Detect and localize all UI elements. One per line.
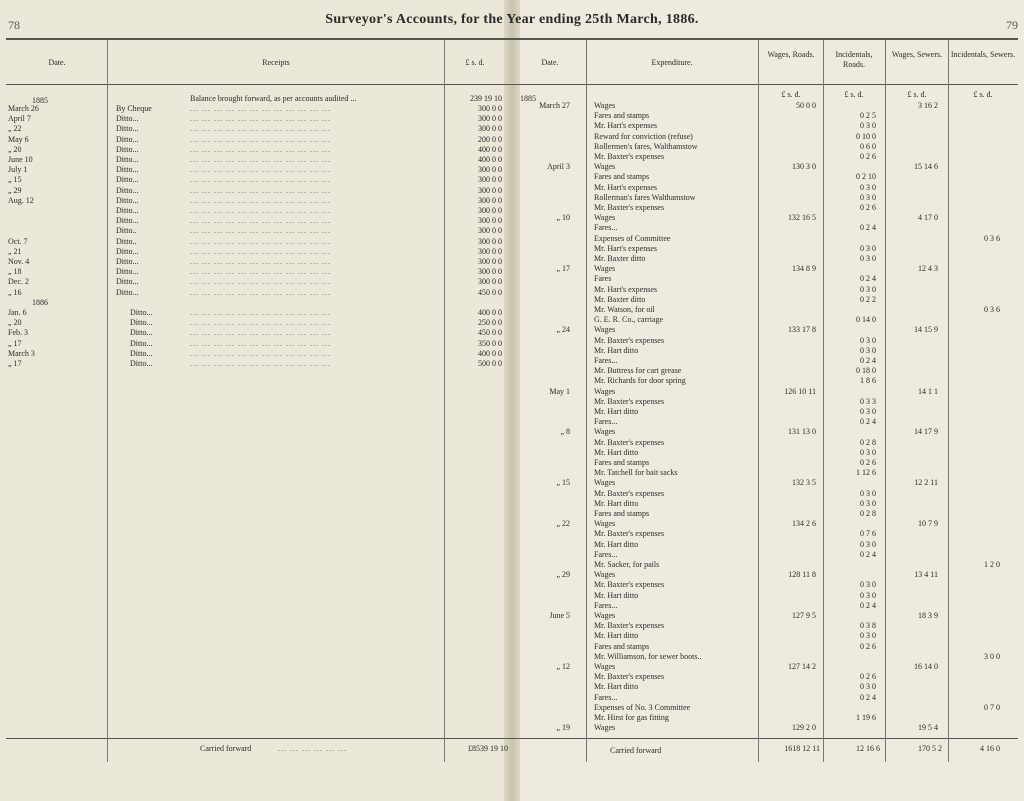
- receipt-description: Ditto...: [116, 114, 139, 123]
- receipt-amount: 250 0 0: [478, 318, 502, 327]
- leader-dots: ... ... ... ... ... ... ... ... ... ... ... ...: [190, 196, 331, 205]
- receipt-date: Dec. 2: [8, 277, 29, 286]
- expenditure-description: Wages: [594, 101, 616, 110]
- receipt-date: „ 15: [8, 175, 22, 184]
- receipt-date: July 1: [8, 165, 28, 174]
- receipt-date: March 26: [8, 104, 39, 113]
- expenditure-date: March 27: [539, 101, 570, 110]
- receipt-amount: 300 0 0: [478, 114, 502, 123]
- wages-sewers-amount: 16 14 0: [914, 662, 938, 671]
- leader-dots: ... ... ... ... ... ... ... ... ... ... ... ...: [190, 257, 331, 266]
- header-date: Date.: [48, 58, 66, 67]
- receipt-description: Ditto...: [116, 206, 139, 215]
- incidentals-roads-amount: 0 2 6: [860, 458, 876, 467]
- receipt-description: Ditto...: [130, 318, 153, 327]
- expenditure-date: „ 17: [556, 264, 570, 273]
- wages-sewers-amount: 4 17 0: [918, 213, 938, 222]
- receipt-amount: 300 0 0: [478, 247, 502, 256]
- expenditure-description: Expenses of No. 3 Committee: [594, 703, 691, 712]
- leader-dots: ... ... ... ... ... ... ... ... ... ... ... ...: [190, 135, 331, 144]
- receipt-amount: 300 0 0: [478, 277, 502, 286]
- receipt-description: Ditto...: [116, 257, 139, 266]
- receipt-amount: 400 0 0: [478, 145, 502, 154]
- leader-dots: ... ... ... ... ... ... ... ... ... ... ... ...: [190, 165, 331, 174]
- wages-sewers-amount: 10 7 9: [918, 519, 938, 528]
- page-title: Surveyor's Accounts, for the Year ending 25th March, 1886.: [325, 12, 699, 27]
- header-lsd: £ s. d.: [465, 58, 485, 67]
- incidentals-roads-amount: 0 2 8: [860, 509, 876, 518]
- incidentals-roads-amount: 0 2 4: [860, 693, 876, 702]
- expenditure-description: Fares and stamps: [594, 458, 650, 467]
- expenditure-description: Fares and stamps: [594, 111, 650, 120]
- expenditure-date: April 3: [547, 162, 570, 171]
- receipt-amount: 300 0 0: [478, 124, 502, 133]
- wages-sewers-amount: 13 4 11: [914, 570, 938, 579]
- leader-dots: ... ... ... ... ... ... ... ... ... ... ... ...: [190, 359, 331, 368]
- wages-roads-amount: 133 17 8: [788, 325, 816, 334]
- header-wages-sewers: Wages, Sewers.: [891, 50, 943, 59]
- incidentals-roads-amount: 0 3 0: [860, 631, 876, 640]
- receipt-amount: 300 0 0: [478, 257, 502, 266]
- expenditure-description: Mr. Richards for door spring: [594, 376, 686, 385]
- incidentals-roads-amount: 1 12 6: [856, 468, 876, 477]
- page-number-right: 79: [1006, 18, 1018, 32]
- wages-roads-amount: 131 13 0: [788, 427, 816, 436]
- wages-sewers-amount: 3 16 2: [918, 101, 938, 110]
- receipt-amount: 450 0 0: [478, 328, 502, 337]
- expenditure-description: Reward for conviction (refuse): [594, 132, 693, 141]
- expenditure-description: Mr. Hart ditto: [594, 448, 639, 457]
- expenditure-description: Mr. Hirst for gas fitting: [594, 713, 669, 722]
- wages-roads-amount: 128 11 8: [788, 570, 816, 579]
- incidentals-roads-amount: 0 3 0: [860, 121, 876, 130]
- wages-roads-amount: 126 10 11: [784, 387, 816, 396]
- expenditure-description: Mr. Hart ditto: [594, 346, 639, 355]
- receipt-date: „ 17: [8, 339, 22, 348]
- leader-dots: ... ... ... ... ... ... ... ... ... ... ... ...: [190, 114, 331, 123]
- receipt-amount: 300 0 0: [478, 165, 502, 174]
- wages-sewers-amount: 12 4 3: [918, 264, 938, 273]
- incidentals-roads-amount: 0 2 5: [860, 111, 876, 120]
- leader-dots: ... ... ... ... ... ... ... ... ... ... ... ...: [190, 155, 331, 164]
- receipt-date: Oct. 7: [8, 237, 28, 246]
- header-exp-date: Date.: [541, 58, 559, 67]
- incidentals-roads-amount: 0 10 0: [856, 132, 876, 141]
- header-incidentals-sewers: Incidentals, Sewers.: [950, 50, 1016, 59]
- expenditure-description: Mr. Hart ditto: [594, 682, 639, 691]
- receipt-amount: 300 0 0: [478, 104, 502, 113]
- expenditure-description: Wages: [594, 325, 616, 334]
- incidentals-roads-amount: 0 2 6: [860, 672, 876, 681]
- receipt-description: Ditto...: [116, 267, 139, 276]
- expenditure-description: Mr. Baxter's expenses: [594, 580, 665, 589]
- incidentals-sewers-amount: 1 2 0: [984, 560, 1000, 569]
- incidentals-roads-amount: 0 2 4: [860, 223, 876, 232]
- receipt-date: Jan. 6: [8, 308, 27, 317]
- expenditure-year: 1885: [520, 94, 536, 103]
- receipt-description: Ditto...: [116, 277, 139, 286]
- incidentals-roads-amount: 0 2 4: [860, 356, 876, 365]
- expenditure-description: Mr. Hart ditto: [594, 631, 639, 640]
- receipt-date: April 7: [8, 114, 31, 123]
- receipt-description: Ditto...: [116, 124, 139, 133]
- subheader-lsd: £ s. d.: [781, 90, 801, 99]
- receipt-description: Ditto...: [116, 288, 139, 297]
- expenditure-description: Mr. Hart ditto: [594, 540, 639, 549]
- receipts-year-1885: 1885: [32, 96, 48, 105]
- wages-sewers-amount: 12 2 11: [914, 478, 938, 487]
- header-receipts: Receipts: [262, 58, 290, 67]
- expenditure-description: Mr. Baxter's expenses: [594, 152, 665, 161]
- expenditure-description: Expenses of Committee: [594, 234, 671, 243]
- leader-dots: ... ... ... ... ... ... ... ... ... ... ... ...: [190, 349, 331, 358]
- incidentals-roads-amount: 0 3 0: [860, 183, 876, 192]
- incidentals-sewers-amount: 3 0 0: [984, 652, 1000, 661]
- receipt-description: Ditto...: [130, 339, 153, 348]
- receipt-amount: 400 0 0: [478, 155, 502, 164]
- receipt-description: Ditto...: [116, 135, 139, 144]
- wages-roads-amount: 132 16 5: [788, 213, 816, 222]
- expenditure-description: Wages: [594, 162, 616, 171]
- expenditure-date: „ 22: [556, 519, 570, 528]
- leader-dots: ... ... ... ... ... ... ... ... ... ... ... ...: [190, 288, 331, 297]
- subheader-lsd: £ s. d.: [907, 90, 927, 99]
- receipt-description: Ditto...: [130, 359, 153, 368]
- leader-dots: ... ... ... ... ... ... ... ... ... ... ... ...: [190, 267, 331, 276]
- expenditure-description: Wages: [594, 723, 616, 732]
- incidentals-roads-amount: 0 3 0: [860, 285, 876, 294]
- receipt-description: Ditto...: [116, 196, 139, 205]
- incidentals-roads-amount: 0 3 0: [860, 346, 876, 355]
- carried-incidentals-roads: 12 16 6: [856, 744, 880, 753]
- expenditure-description: Mr. Hart's expenses: [594, 285, 657, 294]
- incidentals-roads-amount: 0 2 4: [860, 417, 876, 426]
- receipt-date: „ 21: [8, 247, 22, 256]
- incidentals-roads-amount: 1 19 6: [856, 713, 876, 722]
- expenditure-description: Mr. Hart's expenses: [594, 244, 657, 253]
- wages-roads-amount: 132 3 5: [792, 478, 816, 487]
- receipts-year-1886: 1886: [32, 298, 48, 307]
- receipt-description: Ditto...: [130, 328, 153, 337]
- wages-roads-amount: 127 9 5: [792, 611, 816, 620]
- receipt-amount: 300 0 0: [478, 237, 502, 246]
- expenditure-description: Mr. Baxter ditto: [594, 254, 646, 263]
- expenditure-description: Mr. Baxter's expenses: [594, 621, 665, 630]
- expenditure-description: Mr. Hart's expenses: [594, 121, 657, 130]
- incidentals-roads-amount: 0 2 4: [860, 601, 876, 610]
- col-divider: [444, 40, 445, 762]
- receipt-description: Ditto...: [116, 216, 139, 225]
- receipt-date: „ 20: [8, 318, 22, 327]
- incidentals-roads-amount: 0 3 0: [860, 448, 876, 457]
- wages-roads-amount: 134 2 6: [792, 519, 816, 528]
- incidentals-roads-amount: 0 2 6: [860, 203, 876, 212]
- col-divider: [107, 40, 108, 762]
- wages-roads-amount: 130 3 0: [792, 162, 816, 171]
- receipt-description: Ditto...: [116, 175, 139, 184]
- receipt-amount: 300 0 0: [478, 267, 502, 276]
- expenditure-description: Fares...: [594, 693, 618, 702]
- expenditure-description: Fares and stamps: [594, 509, 650, 518]
- carried-wages-sewers: 170 5 2: [918, 744, 942, 753]
- expenditure-date: „ 29: [556, 570, 570, 579]
- expenditure-description: Mr. Watson, for oil: [594, 305, 655, 314]
- expenditure-description: Mr. Baxter's expenses: [594, 203, 665, 212]
- wages-roads-amount: 129 2 0: [792, 723, 816, 732]
- receipt-date: Nov. 4: [8, 257, 30, 266]
- expenditure-description: Fares...: [594, 601, 618, 610]
- receipt-amount: 300 0 0: [478, 186, 502, 195]
- receipt-amount: 300 0 0: [478, 216, 502, 225]
- col-divider: [885, 40, 886, 762]
- expenditure-description: Fares and stamps: [594, 172, 650, 181]
- subheader-lsd: £ s. d.: [973, 90, 993, 99]
- leader-dots: ... ... ... ... ... ... ... ... ... ... ... ...: [190, 277, 331, 286]
- receipt-date: „ 22: [8, 124, 22, 133]
- receipt-amount: 500 0 0: [478, 359, 502, 368]
- incidentals-roads-amount: 1 8 6: [860, 376, 876, 385]
- receipt-date: Feb. 3: [8, 328, 28, 337]
- header-incidentals-roads: Incidentals, Roads.: [835, 50, 873, 69]
- expenditure-description: Mr. Sacker, for pails: [594, 560, 660, 569]
- wages-roads-amount: 127 14 2: [788, 662, 816, 671]
- expenditure-description: Fares...: [594, 550, 618, 559]
- leader-dots: ... ... ... ... ... ... ... ... ... ... ... ...: [190, 308, 331, 317]
- incidentals-roads-amount: 0 18 0: [856, 366, 876, 375]
- expenditure-date: June 5: [549, 611, 570, 620]
- leader-dots: ... ... ... ... ... ... ... ... ... ... ... ...: [190, 145, 331, 154]
- expenditure-description: Mr. Hart ditto: [594, 591, 639, 600]
- wages-sewers-amount: 14 17 9: [914, 427, 938, 436]
- receipt-amount: 400 0 0: [478, 308, 502, 317]
- receipt-date: „ 16: [8, 288, 22, 297]
- expenditure-description: Mr. Baxter's expenses: [594, 529, 665, 538]
- expenditure-description: Wages: [594, 264, 616, 273]
- expenditure-description: Mr. Hart's expenses: [594, 183, 657, 192]
- leader-dots: ... ... ... ... ... ... ... ... ... ... ... ...: [190, 339, 331, 348]
- receipt-date: „ 17: [8, 359, 22, 368]
- balance-amount: 239 19 10: [470, 94, 502, 103]
- expenditure-date: „ 24: [556, 325, 570, 334]
- header-rule: [6, 84, 1018, 85]
- incidentals-roads-amount: 0 3 0: [860, 580, 876, 589]
- incidentals-roads-amount: 0 6 0: [860, 142, 876, 151]
- expenditure-description: Fares: [594, 274, 612, 283]
- incidentals-roads-amount: 0 3 0: [860, 499, 876, 508]
- expenditure-description: Wages: [594, 213, 616, 222]
- expenditure-description: Mr. Baxter's expenses: [594, 672, 665, 681]
- incidentals-roads-amount: 0 3 0: [860, 254, 876, 263]
- receipt-description: Ditto...: [116, 145, 139, 154]
- incidentals-roads-amount: 0 2 6: [860, 642, 876, 651]
- receipt-description: Ditto..: [116, 226, 137, 235]
- leader-dots: ... ... ... ... ... ... ... ... ... ... ... ...: [190, 328, 331, 337]
- receipt-amount: 300 0 0: [478, 175, 502, 184]
- expenditure-description: Mr. Baxter's expenses: [594, 336, 665, 345]
- expenditure-date: „ 12: [556, 662, 570, 671]
- expenditure-description: Mr. Williamson, for sewer boots..: [594, 652, 702, 661]
- leader-dots: ... ... ... ... ... ... ... ... ... ... ... ...: [190, 175, 331, 184]
- expenditure-date: „ 8: [560, 427, 570, 436]
- col-divider: [758, 40, 759, 762]
- expenditure-description: Wages: [594, 570, 616, 579]
- expenditure-description: Fares...: [594, 223, 618, 232]
- leader-dots: ... ... ... ... ... ... ... ... ... ... ... ...: [190, 186, 331, 195]
- expenditure-description: Fares and stamps: [594, 642, 650, 651]
- receipts-carried-label: Carried forward: [200, 744, 252, 753]
- receipt-description: Ditto...: [116, 155, 139, 164]
- receipt-date: March 3: [8, 349, 35, 358]
- incidentals-sewers-amount: 0 3 6: [984, 305, 1000, 314]
- wages-sewers-amount: 14 1 1: [918, 387, 938, 396]
- col-divider: [586, 40, 587, 762]
- expenditure-description: Wages: [594, 478, 616, 487]
- leader-dots: ... ... ... ... ... ... ... ... ... ... ... ...: [190, 237, 331, 246]
- col-divider: [823, 40, 824, 762]
- expenditure-description: Mr. Tatchell for bait sacks: [594, 468, 678, 477]
- receipt-date: „ 20: [8, 145, 22, 154]
- expenditure-description: Rollerman's fares Walthamstow: [594, 193, 696, 202]
- leader-dots: ... ... ... ... ... ... ... ... ... ... ... ...: [190, 104, 331, 113]
- leader-dots: ... ... ... ... ... ... ... ... ... ... ... ...: [190, 216, 331, 225]
- expenditure-date: „ 15: [556, 478, 570, 487]
- wages-roads-amount: 50 0 0: [796, 101, 816, 110]
- expenditure-description: Mr. Baxter's expenses: [594, 438, 665, 447]
- leader-dots: ... ... ... ... ... ... ... ... ... ... ... ...: [190, 206, 331, 215]
- carried-wages-roads: 1618 12 11: [784, 744, 820, 753]
- expenditure-date: „ 19: [556, 723, 570, 732]
- incidentals-roads-amount: 0 3 0: [860, 407, 876, 416]
- wages-sewers-amount: 14 15 9: [914, 325, 938, 334]
- receipt-amount: 400 0 0: [478, 349, 502, 358]
- receipt-amount: 350 0 0: [478, 339, 502, 348]
- expenditure-description: Mr. Hart ditto: [594, 499, 639, 508]
- leader-dots: ... ... ... ... ... ... ... ... ... ... ... ...: [190, 124, 331, 133]
- expenditure-description: Wages: [594, 662, 616, 671]
- carried-incidentals-sewers: 4 16 0: [980, 744, 1000, 753]
- receipt-amount: 200 0 0: [478, 135, 502, 144]
- header-expenditure: Expenditure.: [651, 58, 693, 67]
- expenditure-description: G. E. R. Co., carriage: [594, 315, 664, 324]
- receipt-description: Ditto...: [116, 165, 139, 174]
- receipt-amount: 300 0 0: [478, 196, 502, 205]
- incidentals-roads-amount: 0 3 3: [860, 397, 876, 406]
- subheader-lsd: £ s. d.: [844, 90, 864, 99]
- incidentals-roads-amount: 0 3 0: [860, 244, 876, 253]
- expenditure-description: Wages: [594, 611, 616, 620]
- incidentals-roads-amount: 0 3 0: [860, 591, 876, 600]
- receipt-amount: 300 0 0: [478, 226, 502, 235]
- receipt-date: May 6: [8, 135, 29, 144]
- receipt-description: Ditto...: [130, 349, 153, 358]
- page-number-left: 78: [8, 18, 20, 32]
- wages-roads-amount: 134 8 9: [792, 264, 816, 273]
- expenditure-description: Mr. Hart ditto: [594, 407, 639, 416]
- incidentals-roads-amount: 0 3 0: [860, 540, 876, 549]
- col-divider: [948, 40, 949, 762]
- incidentals-roads-amount: 0 2 10: [856, 172, 876, 181]
- receipt-description: Ditto..: [116, 237, 137, 246]
- receipt-description: Ditto...: [130, 308, 153, 317]
- wages-sewers-amount: 18 3 9: [918, 611, 938, 620]
- incidentals-roads-amount: 0 3 8: [860, 621, 876, 630]
- expenditure-description: Mr. Baxter ditto: [594, 295, 646, 304]
- receipt-description: Ditto...: [116, 186, 139, 195]
- incidentals-roads-amount: 0 7 6: [860, 529, 876, 538]
- expenditure-description: Mr. Baxter's expenses: [594, 489, 665, 498]
- leader-dots: ... ... ... ... ... ... ... ... ... ... ... ...: [190, 226, 331, 235]
- expenditure-description: Wages: [594, 427, 616, 436]
- expenditure-description: Mr. Buttress for cart grease: [594, 366, 682, 375]
- incidentals-sewers-amount: 0 7 0: [984, 703, 1000, 712]
- receipt-date: „ 29: [8, 186, 22, 195]
- receipt-amount: 450 0 0: [478, 288, 502, 297]
- balance-label: Balance brought forward, as per accounts audited ...: [190, 94, 357, 103]
- incidentals-roads-amount: 0 14 0: [856, 315, 876, 324]
- receipts-carried-amount: £8539 19 10: [468, 744, 508, 753]
- receipt-amount: 300 0 0: [478, 206, 502, 215]
- receipt-date: „ 18: [8, 267, 22, 276]
- expenditure-date: May 1: [549, 387, 570, 396]
- incidentals-roads-amount: 0 3 0: [860, 193, 876, 202]
- expenditure-description: Fares...: [594, 356, 618, 365]
- receipt-description: Ditto...: [116, 247, 139, 256]
- expenditure-date: „ 10: [556, 213, 570, 222]
- incidentals-roads-amount: 0 3 0: [860, 336, 876, 345]
- incidentals-roads-amount: 0 3 0: [860, 682, 876, 691]
- receipt-date: Aug. 12: [8, 196, 34, 205]
- expenditure-description: Rollermen's fares, Walthamstow: [594, 142, 698, 151]
- header-wages-roads: Wages, Roads.: [767, 50, 815, 59]
- expenditure-description: Wages: [594, 519, 616, 528]
- incidentals-roads-amount: 0 2 8: [860, 438, 876, 447]
- receipt-date: June 10: [8, 155, 33, 164]
- total-rule: [6, 738, 1018, 739]
- incidentals-roads-amount: 0 2 6: [860, 152, 876, 161]
- incidentals-roads-amount: 0 2 4: [860, 550, 876, 559]
- leader-dots: ... ... ... ... ... ...: [278, 744, 347, 753]
- incidentals-roads-amount: 0 2 4: [860, 274, 876, 283]
- expenditure-description: Fares...: [594, 417, 618, 426]
- book-gutter: [504, 0, 520, 801]
- leader-dots: ... ... ... ... ... ... ... ... ... ... ... ...: [190, 247, 331, 256]
- leader-dots: ... ... ... ... ... ... ... ... ... ... ... ...: [190, 318, 331, 327]
- incidentals-sewers-amount: 0 3 6: [984, 234, 1000, 243]
- incidentals-roads-amount: 0 2 2: [860, 295, 876, 304]
- wages-sewers-amount: 15 14 6: [914, 162, 938, 171]
- receipt-description: By Cheque: [116, 104, 152, 113]
- expenditure-description: Mr. Baxter's expenses: [594, 397, 665, 406]
- incidentals-roads-amount: 0 3 0: [860, 489, 876, 498]
- expenditure-description: Wages: [594, 387, 616, 396]
- wages-sewers-amount: 19 5 4: [918, 723, 938, 732]
- top-rule: [6, 38, 1018, 40]
- expenditure-carried-label: Carried forward: [610, 746, 662, 755]
